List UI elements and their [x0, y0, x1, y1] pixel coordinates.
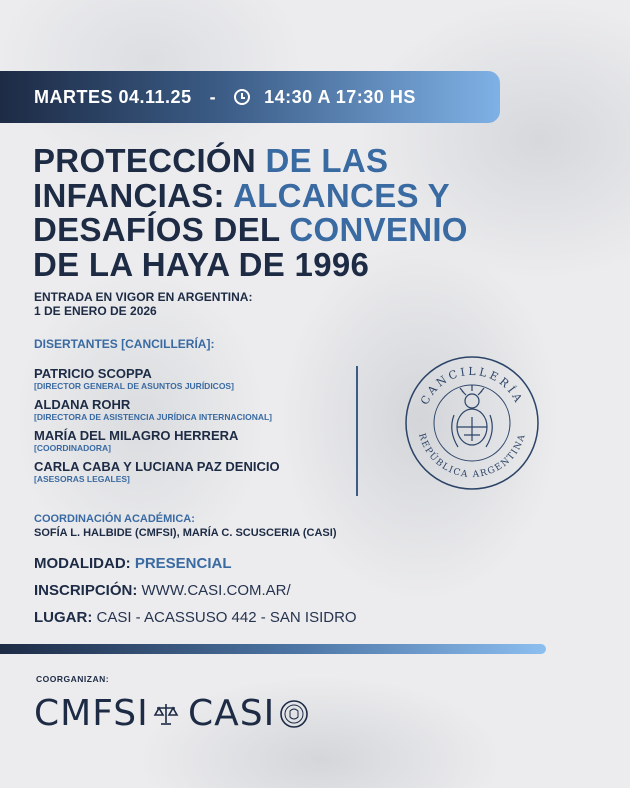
- event-date: MARTES 04.11.25: [34, 86, 192, 107]
- bottom-accent-bar: [0, 644, 546, 654]
- subtitle-line1: ENTRADA EN VIGOR EN ARGENTINA:: [34, 290, 253, 304]
- scales-icon: [153, 701, 179, 727]
- modality-line: [34, 555, 232, 572]
- title-line4: DE LA HAYA DE 1996: [33, 245, 370, 283]
- venue-line: [34, 609, 357, 626]
- title-line2-b: ALCANCES Y: [233, 176, 450, 214]
- cancilleria-seal-icon: [404, 355, 540, 491]
- subtitle-line2: 1 DE ENERO DE 2026: [34, 304, 157, 318]
- title-line2-a: INFANCIAS:: [33, 176, 234, 214]
- speaker-role: [DIRECTOR GENERAL DE ASUNTOS JURÍDICOS]: [34, 381, 234, 391]
- speakers-list: [34, 366, 364, 490]
- venue-value: CASI - ACASSUSO 442 - SAN ISIDRO: [96, 609, 357, 626]
- coordination-heading: COORDINACIÓN ACADÉMICA:: [34, 513, 195, 525]
- speaker-item: [34, 397, 364, 423]
- coordination-names: SOFÍA L. HALBIDE (CMFSI), MARÍA C. SCUSCERIA (CASI): [34, 527, 337, 539]
- registration-label: INSCRIPCIÓN:: [34, 582, 142, 599]
- speaker-role: [DIRECTORA DE ASISTENCIA JURÍDICA INTERNACIONAL]: [34, 412, 273, 422]
- venue-label: LUGAR:: [34, 609, 97, 626]
- seal-bottom-text: REPÚBLICA ARGENTINA: [416, 432, 528, 481]
- title-line1-b: DE LAS: [265, 142, 389, 179]
- title-line3-b: CONVENIO: [289, 211, 468, 248]
- speaker-name: MARÍA DEL MILAGRO HERRERA: [34, 428, 239, 443]
- cmfsi-logo-text: CMFSI: [34, 693, 149, 734]
- casi-emblem-icon: [279, 699, 309, 729]
- speakers-heading: DISERTANTES [CANCILLERÍA]:: [34, 337, 215, 351]
- speaker-item: [34, 459, 364, 485]
- event-time: 14:30 A 17:30 HS: [264, 86, 416, 107]
- coat-of-arms-icon: [452, 385, 493, 447]
- cmfsi-logo: [34, 693, 179, 734]
- title-line1-a: PROTECCIÓN: [33, 142, 266, 179]
- speaker-name: CARLA CABA Y LUCIANA PAZ DENICIO: [34, 459, 280, 474]
- speaker-item: [34, 428, 364, 454]
- event-title: [33, 144, 573, 282]
- organizers-label: COORGANIZAN:: [36, 674, 110, 684]
- effective-date-note: [34, 290, 252, 318]
- speaker-item: [34, 366, 364, 392]
- clock-icon: [234, 89, 250, 105]
- date-time-banner: [0, 71, 500, 123]
- registration-link[interactable]: WWW.CASI.COM.AR/: [141, 582, 291, 599]
- title-line3-a: DESAFÍOS DEL: [33, 211, 290, 248]
- speaker-role: [COORDINADORA]: [34, 443, 111, 453]
- modality-value: PRESENCIAL: [134, 555, 232, 572]
- registration-line: [34, 582, 291, 599]
- modality-label: MODALIDAD:: [34, 555, 135, 572]
- casi-logo: [188, 693, 309, 734]
- seal-top-text: CANCILLERÍA: [418, 364, 526, 407]
- banner-separator: -: [209, 86, 217, 107]
- divider-line: [356, 366, 358, 496]
- casi-logo-text: CASI: [188, 693, 276, 734]
- speaker-name: PATRICIO SCOPPA: [34, 366, 152, 381]
- speaker-role: [ASESORAS LEGALES]: [34, 474, 130, 484]
- speaker-name: ALDANA ROHR: [34, 397, 131, 412]
